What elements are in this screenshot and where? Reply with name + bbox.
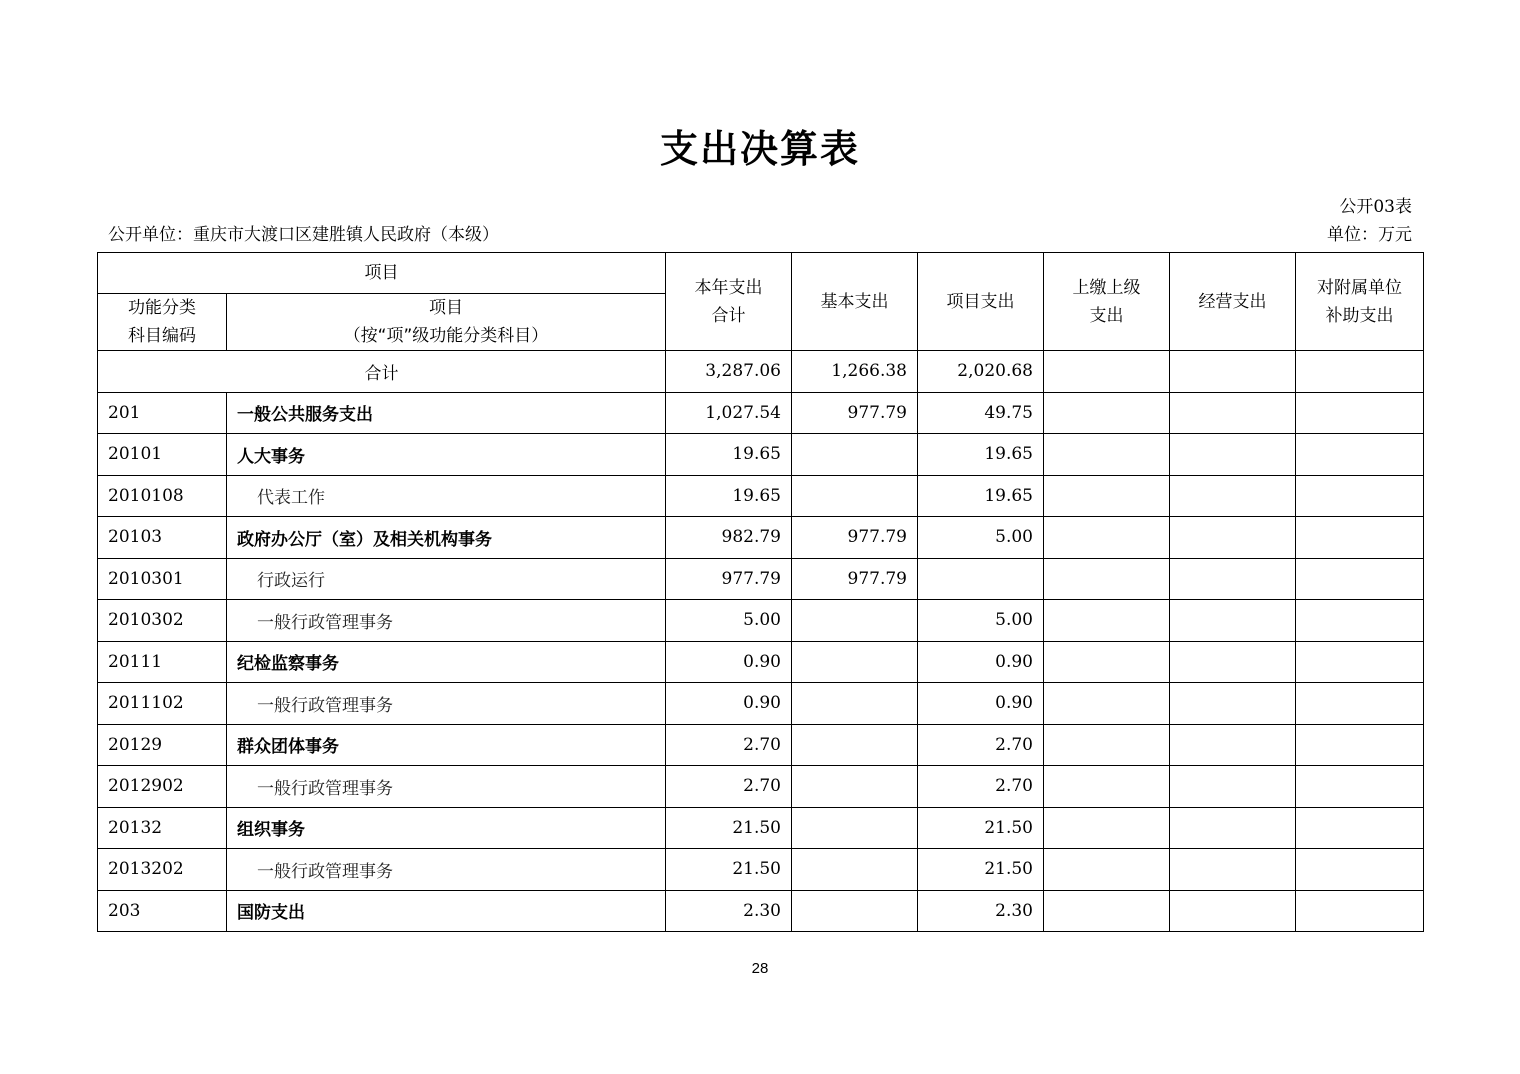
table-cell-project: 49.75: [918, 392, 1044, 434]
form-number: 公开03表: [1339, 197, 1412, 217]
header-item: 项目 （按“项”级功能分类科目）: [227, 294, 666, 351]
table-cell-project: 19.65: [918, 475, 1044, 517]
table-row: [98, 766, 1424, 808]
table-cell-business: [1170, 558, 1296, 600]
table-cell-basic: [792, 766, 918, 808]
table-cell-upper: [1044, 641, 1170, 683]
table-cell-upper: [1044, 724, 1170, 766]
table-cell-project: 5.00: [918, 517, 1044, 559]
table-cell-name: 群众团体事务: [227, 724, 666, 766]
table-cell-total: 0.90: [666, 683, 792, 725]
total-cell-project: 2,020.68: [918, 351, 1044, 393]
table-cell-total: 19.65: [666, 475, 792, 517]
table-cell-basic: [792, 641, 918, 683]
currency-unit: 单位：万元: [1327, 225, 1412, 245]
page-title: 支出决算表: [659, 127, 860, 171]
table-cell-subsidy: [1296, 849, 1424, 891]
table-cell-name: 一般行政管理事务: [227, 766, 666, 808]
header-subsidy: 对附属单位 补助支出: [1296, 253, 1424, 351]
table-cell-name: 纪检监察事务: [227, 641, 666, 683]
table-cell-business: [1170, 434, 1296, 476]
table-cell-code: 20132: [98, 807, 227, 849]
table-cell-business: [1170, 890, 1296, 932]
table-cell-total: 2.30: [666, 890, 792, 932]
header-business: 经营支出: [1170, 253, 1296, 351]
table-cell-business: [1170, 807, 1296, 849]
page-number: 28: [751, 960, 769, 977]
table-row: [98, 434, 1424, 476]
table-cell-code: 20101: [98, 434, 227, 476]
table-cell-basic: [792, 890, 918, 932]
table-cell-subsidy: [1296, 475, 1424, 517]
table-cell-upper: [1044, 849, 1170, 891]
table-cell-project: [918, 558, 1044, 600]
table-cell-name: 行政运行: [227, 558, 666, 600]
table-cell-business: [1170, 517, 1296, 559]
table-cell-upper: [1044, 475, 1170, 517]
total-cell-subsidy: [1296, 351, 1424, 393]
expenditure-table: [97, 252, 1424, 932]
table-row: [98, 600, 1424, 642]
reporting-unit: 公开单位：重庆市大渡口区建胜镇人民政府（本级）: [108, 225, 499, 245]
table-cell-project: 0.90: [918, 683, 1044, 725]
table-row: [98, 392, 1424, 434]
table-cell-subsidy: [1296, 558, 1424, 600]
table-cell-code: 2011102: [98, 683, 227, 725]
table-cell-upper: [1044, 558, 1170, 600]
table-row: [98, 849, 1424, 891]
table-cell-upper: [1044, 600, 1170, 642]
table-cell-basic: 977.79: [792, 558, 918, 600]
table-cell-project: 21.50: [918, 807, 1044, 849]
table-cell-code: 2010301: [98, 558, 227, 600]
table-row: [98, 724, 1424, 766]
total-row: [98, 351, 1424, 393]
table-cell-total: 2.70: [666, 766, 792, 808]
table-cell-basic: [792, 600, 918, 642]
table-row: [98, 558, 1424, 600]
table-cell-name: 一般行政管理事务: [227, 683, 666, 725]
table-cell-basic: [792, 849, 918, 891]
table-cell-code: 20103: [98, 517, 227, 559]
table-cell-name: 一般行政管理事务: [227, 600, 666, 642]
table-cell-project: 19.65: [918, 434, 1044, 476]
table-row: [98, 517, 1424, 559]
table-cell-upper: [1044, 517, 1170, 559]
table-cell-total: 1,027.54: [666, 392, 792, 434]
table-cell-total: 0.90: [666, 641, 792, 683]
table-cell-project: 2.70: [918, 724, 1044, 766]
table-row: [98, 807, 1424, 849]
table-cell-subsidy: [1296, 600, 1424, 642]
table-row: [98, 890, 1424, 932]
total-cell-business: [1170, 351, 1296, 393]
total-cell-upper: [1044, 351, 1170, 393]
table-cell-subsidy: [1296, 641, 1424, 683]
table-cell-basic: [792, 807, 918, 849]
table-row: [98, 475, 1424, 517]
table-cell-business: [1170, 849, 1296, 891]
table-cell-business: [1170, 392, 1296, 434]
table-cell-subsidy: [1296, 724, 1424, 766]
table-cell-project: 2.70: [918, 766, 1044, 808]
table-cell-upper: [1044, 683, 1170, 725]
table-cell-upper: [1044, 766, 1170, 808]
table-row: [98, 683, 1424, 725]
table-cell-project: 5.00: [918, 600, 1044, 642]
header-code: 功能分类 科目编码: [98, 294, 227, 351]
table-cell-code: 203: [98, 890, 227, 932]
table-cell-code: 2012902: [98, 766, 227, 808]
table-cell-basic: [792, 683, 918, 725]
total-label: 合计: [98, 351, 666, 393]
table-cell-subsidy: [1296, 890, 1424, 932]
header-upper: 上缴上级 支出: [1044, 253, 1170, 351]
unit-line: [108, 220, 1412, 245]
table-cell-name: 政府办公厅（室）及相关机构事务: [227, 517, 666, 559]
table-cell-upper: [1044, 890, 1170, 932]
total-cell-basic: 1,266.38: [792, 351, 918, 393]
table-cell-subsidy: [1296, 807, 1424, 849]
table-cell-name: 代表工作: [227, 475, 666, 517]
header-total: 本年支出 合计: [666, 253, 792, 351]
table-cell-total: 19.65: [666, 434, 792, 476]
table-cell-name: 组织事务: [227, 807, 666, 849]
table-cell-total: 977.79: [666, 558, 792, 600]
table-row: [98, 641, 1424, 683]
table-cell-name: 一般行政管理事务: [227, 849, 666, 891]
table-cell-basic: 977.79: [792, 392, 918, 434]
table-cell-subsidy: [1296, 434, 1424, 476]
table-cell-name: 人大事务: [227, 434, 666, 476]
table-cell-total: 982.79: [666, 517, 792, 559]
table-cell-total: 2.70: [666, 724, 792, 766]
table-cell-upper: [1044, 434, 1170, 476]
table-cell-code: 201: [98, 392, 227, 434]
table-cell-total: 21.50: [666, 807, 792, 849]
table-cell-total: 5.00: [666, 600, 792, 642]
table-cell-business: [1170, 683, 1296, 725]
table-cell-business: [1170, 641, 1296, 683]
table-cell-business: [1170, 724, 1296, 766]
table-cell-total: 21.50: [666, 849, 792, 891]
table-cell-subsidy: [1296, 683, 1424, 725]
table-cell-name: 国防支出: [227, 890, 666, 932]
total-cell-total: 3,287.06: [666, 351, 792, 393]
table-cell-basic: [792, 434, 918, 476]
table-cell-subsidy: [1296, 517, 1424, 559]
table-cell-project: 0.90: [918, 641, 1044, 683]
table-cell-business: [1170, 600, 1296, 642]
table-cell-basic: 977.79: [792, 517, 918, 559]
header-project: 项目: [98, 253, 666, 294]
table-cell-code: 2010108: [98, 475, 227, 517]
table-cell-code: 2010302: [98, 600, 227, 642]
table-cell-project: 2.30: [918, 890, 1044, 932]
header-project-expense: 项目支出: [918, 253, 1044, 351]
table-cell-business: [1170, 475, 1296, 517]
table-cell-code: 2013202: [98, 849, 227, 891]
table-cell-basic: [792, 724, 918, 766]
table-cell-basic: [792, 475, 918, 517]
table-cell-subsidy: [1296, 766, 1424, 808]
table-cell-business: [1170, 766, 1296, 808]
table-cell-name: 一般公共服务支出: [227, 392, 666, 434]
table-cell-upper: [1044, 807, 1170, 849]
table-cell-upper: [1044, 392, 1170, 434]
table-cell-code: 20129: [98, 724, 227, 766]
table-cell-subsidy: [1296, 392, 1424, 434]
table-cell-project: 21.50: [918, 849, 1044, 891]
table-cell-code: 20111: [98, 641, 227, 683]
header-basic: 基本支出: [792, 253, 918, 351]
